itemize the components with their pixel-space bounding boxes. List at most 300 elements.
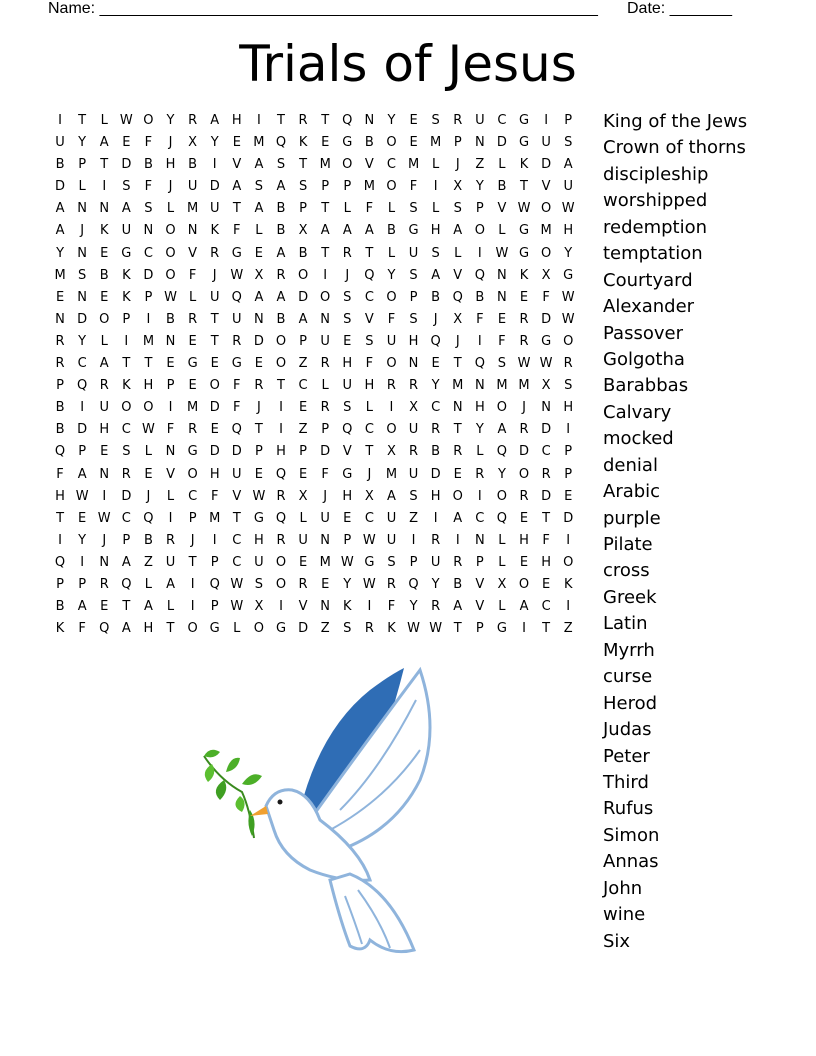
- grid-letter: B: [386, 223, 396, 239]
- word-list-item: Myrrh: [603, 639, 655, 661]
- grid-letter: Q: [275, 135, 287, 151]
- grid-letter: R: [232, 333, 242, 349]
- grid-letter: D: [298, 289, 309, 305]
- grid-letter: F: [409, 179, 418, 195]
- grid-letter: E: [144, 466, 153, 482]
- grid-letter: R: [188, 113, 198, 128]
- grid-letter: J: [433, 311, 438, 327]
- grid-letter: H: [563, 400, 574, 416]
- word-list-item: Herod: [603, 692, 658, 714]
- grid-letter: J: [522, 400, 526, 416]
- grid-letter: B: [497, 179, 507, 195]
- grid-letter: J: [256, 400, 261, 416]
- grid-letter: A: [254, 157, 264, 173]
- grid-letter: Y: [210, 135, 219, 151]
- grid-letter: S: [409, 311, 418, 327]
- grid-letter: V: [364, 311, 374, 327]
- grid-letter: I: [80, 554, 85, 570]
- grid-letter: G: [342, 466, 353, 482]
- grid-letter: E: [321, 135, 330, 151]
- grid-letter: Q: [364, 267, 375, 283]
- word-list-item: Barabbas: [603, 375, 689, 397]
- grid-letter: X: [541, 378, 551, 394]
- grid-letter: I: [190, 576, 195, 592]
- grid-letter: P: [299, 444, 307, 460]
- grid-letter: U: [408, 422, 419, 438]
- grid-letter: O: [386, 422, 397, 438]
- grid-letter: T: [100, 157, 109, 173]
- grid-letter: T: [232, 510, 241, 526]
- header: [48, 0, 768, 18]
- grid-letter: U: [320, 510, 330, 526]
- grid-letter: Q: [77, 378, 88, 394]
- grid-letter: Z: [298, 422, 308, 438]
- grid-letter: Q: [275, 466, 287, 482]
- grid-letter: O: [187, 466, 198, 482]
- grid-letter: G: [209, 621, 220, 637]
- grid-letter: S: [254, 179, 264, 195]
- grid-letter: R: [519, 333, 529, 349]
- grid-letter: A: [453, 510, 463, 526]
- grid-letter: U: [408, 466, 419, 482]
- grid-letter: R: [453, 444, 463, 460]
- grid-letter: W: [561, 201, 575, 217]
- word-list-item: Arabic: [603, 481, 661, 503]
- grid-letter: Z: [475, 157, 485, 173]
- word-list-item: discipleship: [603, 163, 709, 185]
- grid-letter: D: [541, 488, 552, 504]
- grid-letter: P: [409, 554, 418, 570]
- grid-letter: E: [254, 245, 263, 261]
- grid-letter: F: [233, 400, 241, 416]
- grid-letter: L: [166, 488, 175, 504]
- grid-letter: X: [387, 444, 396, 460]
- grid-letter: G: [518, 135, 530, 151]
- grid-letter: W: [141, 422, 155, 438]
- grid-letter: A: [77, 466, 87, 482]
- grid-letter: S: [276, 157, 286, 173]
- grid-letter: J: [190, 532, 195, 548]
- grid-letter: A: [276, 179, 286, 195]
- grid-letter: V: [475, 599, 485, 615]
- grid-letter: R: [188, 422, 198, 438]
- grid-letter: O: [386, 289, 397, 305]
- grid-letter: L: [188, 289, 197, 305]
- grid-letter: X: [188, 135, 198, 151]
- grid-letter: E: [409, 135, 418, 151]
- grid-letter: O: [275, 356, 287, 372]
- grid-letter: R: [320, 356, 330, 372]
- grid-letter: M: [187, 201, 199, 217]
- grid-letter: L: [498, 223, 506, 239]
- grid-letter: A: [431, 267, 441, 283]
- grid-letter: C: [364, 422, 374, 438]
- grid-letter: F: [387, 311, 396, 327]
- grid-letter: P: [78, 157, 87, 173]
- grid-letter: O: [297, 267, 309, 283]
- grid-letter: W: [517, 356, 531, 372]
- grid-letter: B: [55, 157, 65, 173]
- grid-letter: W: [164, 289, 177, 305]
- grid-letter: Q: [408, 576, 419, 592]
- grid-letter: C: [143, 245, 153, 261]
- grid-letter: R: [519, 422, 529, 438]
- grid-letter: P: [299, 201, 307, 217]
- grid-letter: Q: [99, 621, 110, 637]
- grid-letter: N: [408, 356, 419, 372]
- grid-letter: G: [518, 223, 530, 239]
- grid-letter: Q: [54, 444, 66, 460]
- grid-letter: H: [364, 378, 375, 394]
- grid-letter: I: [279, 599, 283, 615]
- grid-letter: X: [453, 179, 463, 195]
- grid-letter: R: [386, 378, 396, 394]
- grid-letter: Y: [564, 245, 573, 261]
- grid-letter: U: [55, 135, 65, 151]
- grid-letter: U: [232, 466, 242, 482]
- grid-letter: B: [55, 400, 65, 416]
- grid-letter: I: [522, 621, 526, 637]
- grid-letter: F: [365, 356, 374, 372]
- grid-letter: J: [323, 488, 328, 504]
- grid-letter: N: [254, 311, 264, 327]
- grid-letter: B: [453, 576, 463, 592]
- grid-letter: G: [408, 223, 419, 239]
- grid-letter: I: [279, 422, 283, 438]
- grid-letter: I: [323, 267, 328, 283]
- grid-letter: A: [387, 488, 396, 504]
- grid-letter: S: [387, 554, 396, 570]
- grid-letter: W: [561, 289, 575, 305]
- grid-letter: H: [342, 356, 353, 372]
- grid-letter: R: [298, 576, 308, 592]
- grid-letter: L: [432, 157, 440, 173]
- grid-letter: L: [100, 333, 108, 349]
- grid-letter: S: [365, 333, 374, 349]
- grid-letter: I: [168, 400, 173, 416]
- word-list-item: Alexander: [603, 296, 695, 318]
- grid-letter: N: [364, 113, 375, 128]
- grid-letter: S: [409, 201, 418, 217]
- grid-letter: L: [166, 599, 175, 615]
- grid-letter: W: [407, 621, 420, 637]
- grid-letter: F: [321, 466, 329, 482]
- grid-letter: X: [541, 267, 551, 283]
- grid-letter: I: [58, 113, 62, 128]
- grid-letter: E: [55, 289, 65, 305]
- grid-letter: R: [431, 532, 441, 548]
- grid-letter: J: [168, 179, 173, 195]
- grid-letter: Q: [496, 510, 508, 526]
- grid-letter: X: [497, 576, 507, 592]
- grid-letter: M: [540, 223, 552, 239]
- grid-letter: E: [100, 444, 109, 460]
- grid-letter: N: [320, 599, 331, 615]
- grid-letter: H: [342, 488, 353, 504]
- grid-letter: T: [542, 510, 551, 526]
- grid-letter: I: [190, 599, 195, 615]
- grid-letter: V: [188, 245, 198, 261]
- grid-letter: E: [210, 422, 219, 438]
- grid-letter: R: [342, 245, 352, 261]
- grid-letter: T: [188, 554, 197, 570]
- grid-letter: K: [122, 289, 131, 305]
- grid-letter: T: [453, 422, 462, 438]
- grid-letter: R: [254, 378, 264, 394]
- grid-letter: Q: [342, 113, 353, 128]
- grid-letter: H: [474, 400, 485, 416]
- grid-letter: W: [429, 621, 443, 637]
- word-list-item: wine: [603, 904, 646, 926]
- grid-letter: I: [477, 245, 482, 261]
- grid-letter: O: [99, 311, 110, 327]
- grid-letter: X: [298, 223, 308, 239]
- grid-letter: O: [165, 223, 176, 239]
- grid-letter: A: [364, 223, 374, 239]
- grid-letter: E: [210, 356, 219, 372]
- grid-letter: N: [474, 378, 485, 394]
- grid-letter: R: [165, 532, 176, 548]
- grid-letter: I: [566, 532, 571, 548]
- grid-letter: Q: [496, 444, 508, 460]
- grid-letter: N: [497, 289, 507, 305]
- grid-letter: P: [299, 333, 307, 349]
- word-list-item: mocked: [603, 428, 674, 450]
- beak-icon: [250, 806, 268, 816]
- grid-letter: I: [212, 532, 217, 548]
- grid-letter: G: [563, 267, 574, 283]
- grid-letter: J: [345, 267, 350, 283]
- grid-letter: I: [102, 488, 107, 504]
- grid-letter: X: [364, 488, 374, 504]
- grid-letter: G: [187, 444, 198, 460]
- grid-letter: X: [409, 400, 418, 416]
- grid-letter: D: [496, 135, 507, 151]
- grid-letter: W: [230, 267, 244, 283]
- grid-letter: T: [542, 621, 551, 637]
- grid-letter: A: [166, 576, 175, 592]
- grid-letter: N: [143, 223, 154, 239]
- grid-letter: P: [78, 444, 87, 460]
- grid-letter: E: [519, 554, 529, 570]
- grid-letter: W: [252, 488, 266, 504]
- grid-letter: F: [542, 532, 550, 548]
- grid-letter: A: [342, 223, 352, 239]
- grid-letter: H: [209, 466, 220, 482]
- grid-letter: I: [411, 532, 416, 548]
- grid-letter: N: [474, 532, 485, 548]
- grid-letter: A: [276, 245, 286, 261]
- grid-letter: E: [343, 333, 352, 349]
- grid-letter: W: [517, 201, 531, 217]
- grid-letter: J: [146, 488, 151, 504]
- grid-letter: W: [230, 576, 244, 592]
- grid-letter: U: [99, 400, 109, 416]
- grid-letter: P: [409, 289, 418, 305]
- grid-letter: C: [298, 378, 308, 394]
- grid-letter: S: [431, 245, 440, 261]
- grid-letter: T: [277, 378, 285, 394]
- grid-letter: A: [121, 621, 131, 637]
- grid-letter: A: [276, 289, 286, 305]
- grid-letter: O: [540, 245, 552, 261]
- grid-letter: A: [254, 289, 264, 305]
- word-list-item: Judas: [603, 719, 652, 741]
- grid-letter: H: [519, 532, 529, 548]
- grid-letter: Y: [387, 113, 396, 128]
- grid-letter: U: [541, 135, 551, 151]
- grid-letter: B: [364, 135, 374, 151]
- grid-letter: R: [99, 576, 109, 592]
- grid-letter: F: [542, 289, 550, 305]
- grid-letter: U: [232, 311, 242, 327]
- grid-letter: W: [561, 311, 575, 327]
- grid-letter: E: [100, 245, 109, 261]
- grid-letter: P: [321, 179, 330, 195]
- grid-letter: I: [455, 532, 460, 548]
- grid-letter: M: [253, 135, 265, 151]
- grid-letter: B: [143, 157, 153, 173]
- grid-letter: E: [188, 333, 197, 349]
- grid-letter: J: [212, 267, 217, 283]
- grid-letter: F: [56, 466, 64, 482]
- grid-letter: O: [496, 488, 508, 504]
- grid-letter: R: [453, 554, 463, 570]
- grid-letter: I: [102, 179, 107, 195]
- grid-letter: R: [320, 400, 330, 416]
- grid-letter: Y: [387, 267, 396, 283]
- grid-letter: Y: [497, 466, 506, 482]
- grid-letter: Q: [231, 289, 242, 305]
- grid-letter: P: [321, 422, 330, 438]
- grid-letter: J: [168, 135, 173, 151]
- grid-letter: F: [365, 201, 374, 217]
- grid-letter: N: [77, 245, 87, 261]
- grid-letter: P: [144, 289, 153, 305]
- grid-letter: T: [166, 621, 175, 637]
- grid-letter: T: [144, 356, 153, 372]
- grid-letter: M: [187, 400, 199, 416]
- grid-letter: L: [498, 599, 506, 615]
- grid-letter: L: [321, 378, 329, 394]
- grid-letter: R: [409, 378, 419, 394]
- grid-letter: E: [100, 289, 109, 305]
- grid-letter: W: [539, 356, 553, 372]
- grid-letter: R: [298, 113, 308, 128]
- grid-letter: C: [475, 510, 485, 526]
- word-list-item: redemption: [603, 216, 708, 238]
- grid-letter: P: [475, 554, 484, 570]
- grid-letter: K: [343, 599, 352, 615]
- grid-letter: L: [454, 245, 462, 261]
- grid-letter: G: [496, 621, 507, 637]
- grid-letter: I: [279, 400, 283, 416]
- grid-letter: F: [210, 488, 219, 504]
- grid-letter: P: [254, 444, 263, 460]
- grid-letter: D: [541, 157, 552, 173]
- grid-letter: A: [497, 422, 507, 438]
- grid-letter: N: [497, 267, 507, 283]
- grid-letter: R: [453, 113, 463, 128]
- grid-letter: C: [121, 510, 131, 526]
- grid-letter: C: [232, 532, 242, 548]
- grid-letter: E: [321, 576, 330, 592]
- grid-letter: D: [430, 466, 441, 482]
- grid-letter: D: [541, 422, 552, 438]
- grid-letter: U: [209, 201, 220, 217]
- grid-letter: Y: [431, 378, 440, 394]
- grid-letter: A: [99, 135, 109, 151]
- word-list-item: temptation: [603, 243, 703, 265]
- grid-letter: O: [518, 576, 530, 592]
- grid-letter: O: [253, 621, 264, 637]
- grid-letter: O: [563, 333, 574, 349]
- letter-grid: [49, 110, 579, 640]
- grid-letter: Z: [298, 356, 308, 372]
- grid-letter: T: [321, 113, 330, 128]
- grid-letter: B: [276, 201, 286, 217]
- grid-letter: S: [144, 201, 153, 217]
- grid-letter: P: [343, 179, 352, 195]
- word-list-item: Third: [603, 771, 649, 793]
- grid-letter: X: [453, 311, 463, 327]
- grid-letter: W: [230, 599, 244, 615]
- grid-letter: E: [409, 113, 418, 128]
- grid-letter: S: [564, 378, 573, 394]
- grid-letter: S: [298, 179, 308, 195]
- grid-letter: G: [342, 135, 353, 151]
- grid-letter: L: [432, 201, 440, 217]
- grid-letter: E: [166, 356, 175, 372]
- grid-letter: E: [564, 488, 573, 504]
- grid-letter: N: [55, 311, 65, 327]
- grid-letter: Z: [320, 621, 330, 637]
- grid-letter: M: [385, 466, 398, 482]
- grid-letter: L: [498, 157, 506, 173]
- grid-letter: I: [544, 113, 549, 128]
- grid-letter: U: [475, 113, 485, 128]
- word-list-item: Golgotha: [603, 348, 685, 370]
- word-list-item: curse: [603, 666, 653, 688]
- grid-letter: B: [166, 311, 175, 327]
- word-list-item: denial: [603, 454, 658, 476]
- grid-letter: P: [56, 378, 64, 394]
- grid-letter: R: [99, 378, 109, 394]
- grid-letter: M: [518, 378, 530, 394]
- grid-letter: U: [563, 179, 573, 195]
- grid-letter: A: [121, 554, 131, 570]
- grid-letter: M: [209, 510, 221, 526]
- grid-letter: Y: [475, 422, 484, 438]
- grid-letter: L: [343, 201, 351, 217]
- grid-letter: P: [453, 135, 462, 151]
- grid-letter: F: [188, 267, 197, 283]
- grid-letter: D: [253, 333, 264, 349]
- grid-letter: I: [367, 599, 372, 615]
- grid-letter: R: [276, 267, 286, 283]
- grid-letter: S: [497, 356, 507, 372]
- grid-letter: U: [386, 510, 397, 526]
- grid-letter: D: [121, 488, 132, 504]
- grid-letter: T: [78, 113, 87, 128]
- grid-letter: O: [386, 356, 397, 372]
- grid-letter: K: [519, 157, 529, 173]
- grid-letter: T: [520, 179, 528, 195]
- grid-letter: C: [121, 422, 131, 438]
- grid-letter: O: [143, 113, 154, 128]
- grid-letter: N: [187, 223, 198, 239]
- grid-letter: S: [453, 201, 462, 217]
